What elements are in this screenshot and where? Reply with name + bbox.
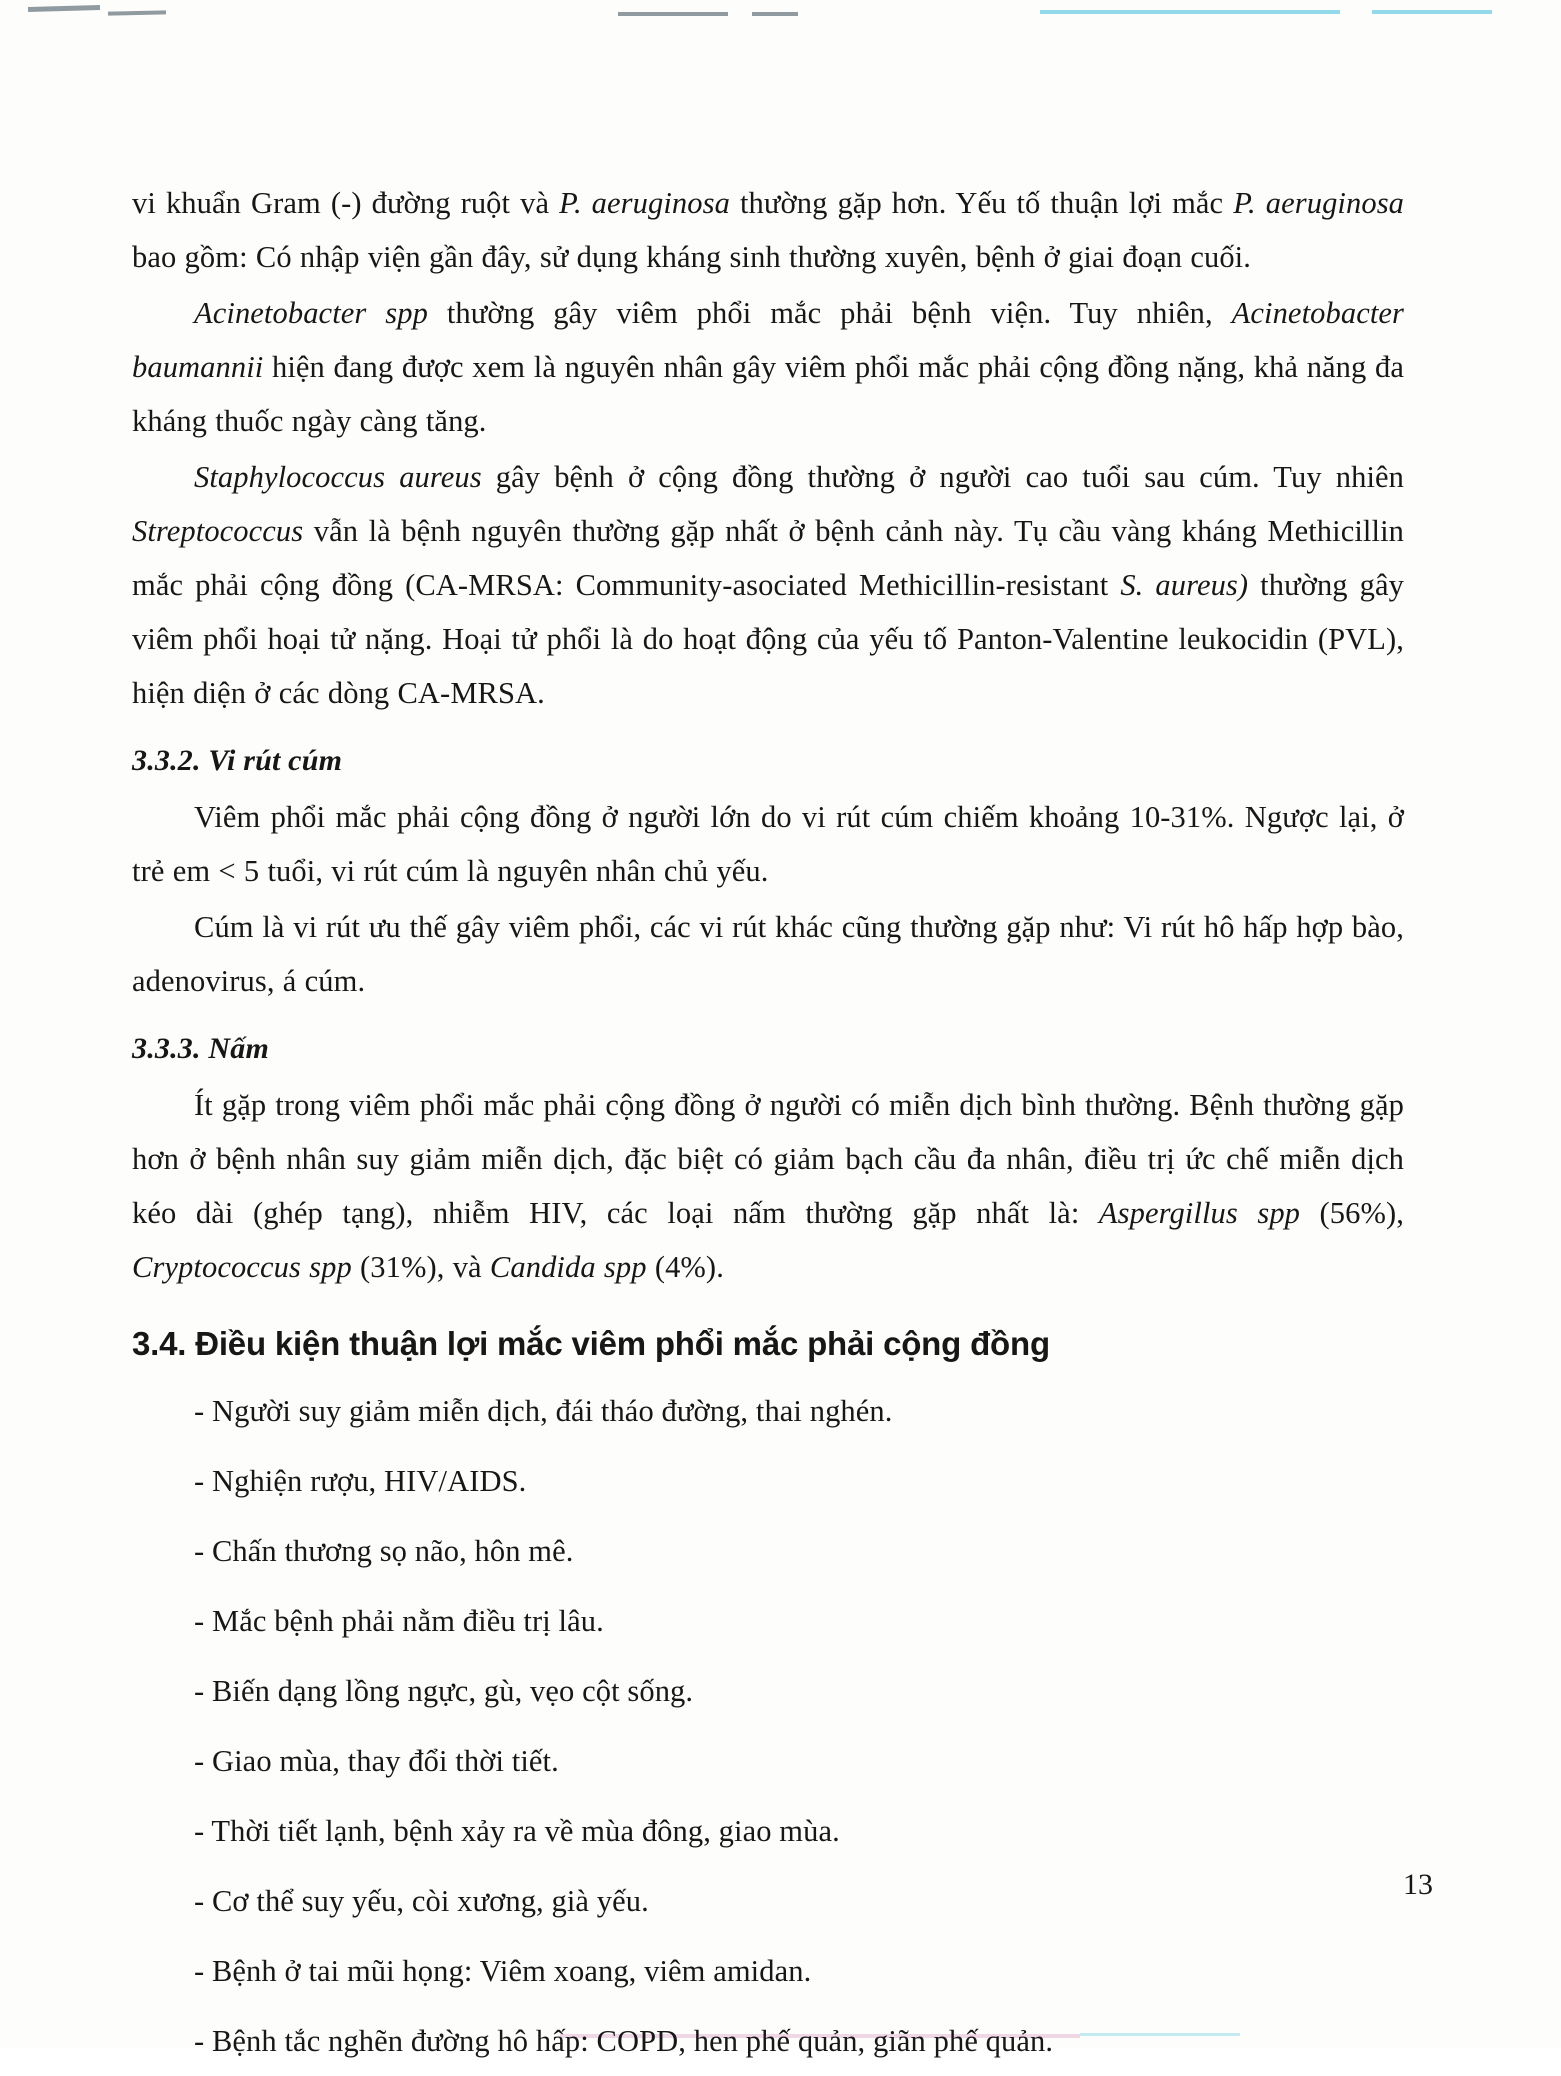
list-item: - Chấn thương sọ não, hôn mê. — [194, 1534, 574, 1568]
scan-artifact-top-left-2 — [108, 10, 166, 15]
list-item: - Cơ thể suy yếu, còi xương, già yếu. — [194, 1884, 649, 1918]
paragraph-fungi-1 — [132, 1078, 1404, 1294]
italic-run: Acinetobacter baumannii — [132, 296, 1405, 384]
italic-run: P. aeruginosa — [559, 186, 730, 220]
scan-artifact-top-mid — [618, 12, 728, 16]
page-number: 13 — [1403, 1868, 1433, 1901]
list-item: - Người suy giảm miễn dịch, đái tháo đường, thai nghén. — [194, 1394, 893, 1428]
list-item: - Giao mùa, thay đổi thời tiết. — [194, 1744, 559, 1778]
list-item: - Thời tiết lạnh, bệnh xảy ra về mùa đông, giao mùa. — [194, 1814, 840, 1848]
paragraph-influenza-2 — [132, 900, 1404, 1008]
scan-artifact-top-right — [1040, 10, 1340, 14]
paragraph-gram-negative — [132, 176, 1404, 284]
scan-artifact-top-left — [28, 5, 100, 12]
italic-run: Aspergillus spp — [1098, 1196, 1301, 1230]
italic-run: Candida spp — [489, 1250, 647, 1284]
text-run: vẫn là bệnh nguyên thường gặp nhất ở bệnh cảnh này. Tụ cầu vàng kháng Methicillin mắc phải cộng đồng (CA-MRSA: Community-asociated Methicillin-resistant — [132, 514, 1404, 602]
list-item: - Bệnh tắc nghẽn đường hô hấp: COPD, hen phế quản, giãn phế quản. — [194, 2024, 1054, 2058]
paragraph-acinetobacter — [132, 286, 1404, 448]
italic-run: P. aeruginosa — [1233, 186, 1405, 220]
risk-factor-list — [132, 1376, 1404, 2076]
page-content — [132, 176, 1404, 2076]
italic-run: S. aureus) — [1120, 568, 1249, 602]
italic-run: Acinetobacter spp — [194, 296, 428, 330]
text-run: Ít gặp trong viêm phổi mắc phải cộng đồng ở người có miễn dịch bình thường. Bệnh thường gặp hơn ở bệnh nhân suy giảm miễn dịch, đặc biệt có giảm bạch cầu đa nhân, điều trị ức chế miễn dịch kéo dài (ghép tạng), nhiễm HIV, các loại nấm thường gặp nhất là: — [132, 1088, 1404, 1230]
text-run: Viêm phổi mắc phải cộng đồng ở người lớn do vi rút cúm chiếm khoảng 10-31%. Ngược lại, ở trẻ em < 5 tuổi, vi rút cúm là nguyên nhân chủ yếu. — [132, 800, 1404, 888]
text-run: Cúm là vi rút ưu thế gây viêm phổi, các vi rút khác cũng thường gặp như: Vi rút hô hấp hợp bào, adenovirus, á cúm. — [132, 910, 1404, 998]
text-run: vi khuẩn Gram (-) đường ruột và — [132, 186, 560, 220]
list-item: - Biến dạng lồng ngực, gù, vẹo cột sống. — [194, 1674, 694, 1708]
text-run: hiện đang được xem là nguyên nhân gây viêm phổi mắc phải cộng đồng nặng, khả năng đa kháng thuốc ngày càng tăng. — [132, 350, 1404, 438]
scan-artifact-top-mid-2 — [752, 12, 798, 16]
italic-run: Staphylococcus aureus — [194, 460, 482, 494]
text-run: thường gặp hơn. Yếu tố thuận lợi mắc — [729, 186, 1234, 220]
italic-run: Cryptococcus spp — [132, 1250, 352, 1284]
list-item: - Bệnh ở tai mũi họng: Viêm xoang, viêm amidan. — [194, 1954, 812, 1988]
text-run: bao gồm: Có nhập viện gần đây, sử dụng kháng sinh thường xuyên, bệnh ở giai đoạn cuối. — [132, 240, 1251, 274]
text-run: (31%), và — [351, 1250, 490, 1284]
paragraph-influenza-1 — [132, 790, 1404, 898]
text-run: gây bệnh ở cộng đồng thường ở người cao tuổi sau cúm. Tuy nhiên — [481, 460, 1405, 494]
scan-artifact-top-right-2 — [1372, 10, 1492, 14]
text-run: (4%). — [646, 1250, 724, 1284]
list-item: - Mắc bệnh phải nằm điều trị lâu. — [194, 1604, 604, 1638]
text-run: (56%), — [1300, 1196, 1404, 1230]
heading-3-3-3: 3.3.3. Nấm — [132, 1032, 269, 1065]
italic-run: Streptococcus — [132, 514, 304, 548]
list-item: - Nghiện rượu, HIV/AIDS. — [194, 1464, 527, 1498]
text-run: thường gây viêm phổi mắc phải bệnh viện. Tuy nhiên, — [427, 296, 1232, 330]
heading-3-3-2: 3.3.2. Vi rút cúm — [132, 744, 343, 777]
heading-3-4: 3.4. Điều kiện thuận lợi mắc viêm phổi mắc phải cộng đồng — [132, 1325, 1050, 1362]
paragraph-staphylococcus — [132, 450, 1404, 720]
text-run: thường gây viêm phổi hoại tử nặng. Hoại tử phổi là do hoạt động của yếu tố Panton-Valentine leukocidin (PVL), hiện diện ở các dòng CA-MRSA. — [132, 568, 1404, 710]
